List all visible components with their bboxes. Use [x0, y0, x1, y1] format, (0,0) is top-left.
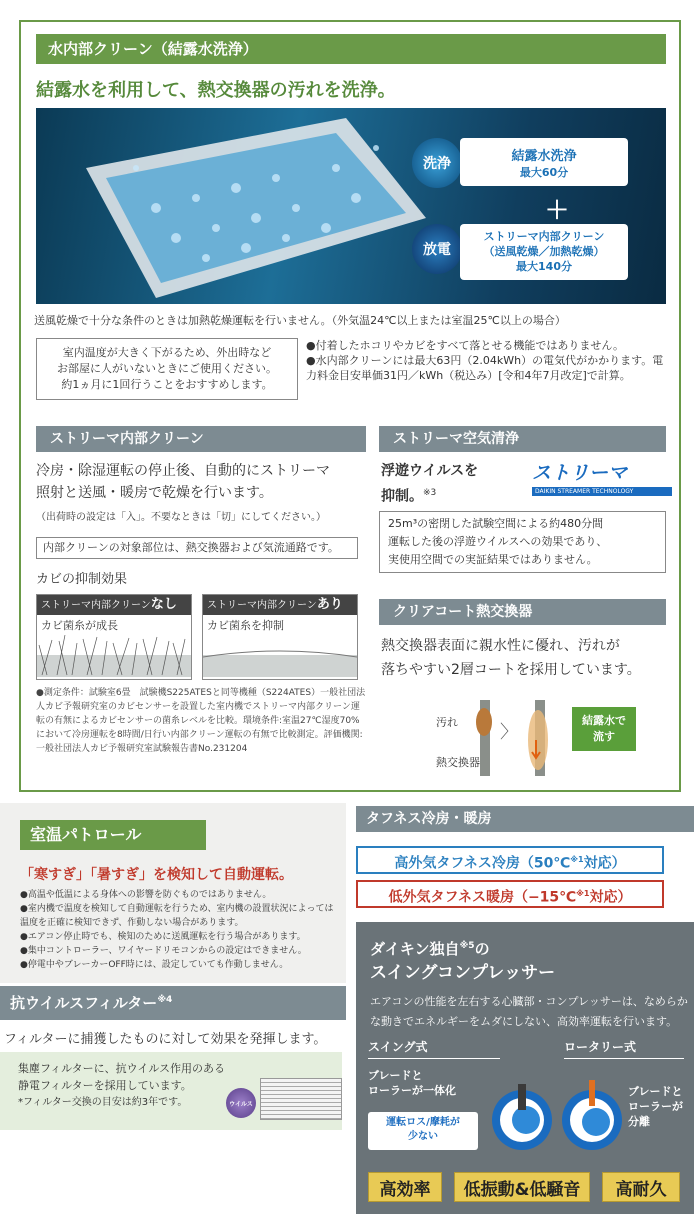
virus-header-text: 抗ウイルスフィルター: [10, 994, 158, 1012]
wash-tag-1: 結露水で: [582, 714, 626, 727]
loss-1: 運転ロス/摩耗が: [386, 1117, 460, 1128]
wash-headline: 結露水を利用して、熱交換器の汚れを洗浄。: [36, 80, 396, 101]
virus-icon: ウイルス: [226, 1088, 256, 1118]
streamer-logo-sub: DAIKIN STREAMER TECHNOLOGY: [532, 487, 672, 496]
swing-blade-note: [368, 1068, 456, 1098]
hou-badge: 放電: [412, 224, 462, 274]
wash-header: 水内部クリーン（結露水洗浄）: [36, 34, 666, 64]
swing-desc-2: な動きでエネルギーをムダにしない、高効率運転を行います。: [370, 1015, 678, 1028]
swing-title-1: [370, 934, 555, 961]
blade-2: ローラーが一体化: [368, 1084, 456, 1097]
virus-header: [10, 992, 172, 1013]
air-lead: [381, 460, 478, 508]
usage-line-1: 室内温度が大きく下がるため、外出時など: [62, 346, 272, 359]
coat-line-2: 落ちやすい2層コートを採用しています。: [381, 662, 641, 678]
coat-header: クリアコート熱交換器: [379, 599, 666, 625]
coat-diagram: [470, 700, 570, 780]
heat-text: 低外気タフネス暖房（−15℃: [388, 889, 577, 906]
rotary-note: [628, 1084, 683, 1129]
streamer-line-2: 照射と送風・暖房で乾燥を行います。: [36, 485, 273, 501]
mold-suppressed-image: [203, 635, 357, 677]
air-box-3: 実使用空間での実証結果ではありません。: [388, 553, 598, 566]
swing-divider: [368, 1058, 500, 1059]
measurement-conditions: ●測定条件：試験室6畳 試験機S225ATESと同等機種（S224ATES）一般社団法人カビ予報研究室のカビセンサーを設置した室内機でストリーマ内部クリーン運転の有無によるカビセンサーの菌糸レベルを比較。環境条件:室温27℃湿度70% において冷房運転を8時間/日行い内部クリーン運転の有無で比較測定。評価機関:一般社団法人カビ予報研究室試験報告書No.231204: [36, 688, 369, 754]
patrol-header: 室温パトロール: [20, 820, 206, 850]
swing-sup: ※5: [459, 941, 475, 951]
rotary-2: ローラーが: [628, 1100, 683, 1113]
swing-t1-end: の: [474, 940, 490, 958]
streamer-logo-text: ストリーマ: [532, 462, 628, 484]
sen-badge: 洗浄: [412, 138, 462, 188]
streamer-desc: [36, 460, 366, 504]
air-sup: ※3: [423, 488, 437, 498]
streamer-target: 内部クリーンの対象部位は、熱交換器および気流通路です。: [36, 537, 358, 559]
ari-pre: ストリーマ内部クリーン: [207, 600, 317, 611]
streamer-setting: （出荷時の設定は「入」。不要なときは「切」にしてください。）: [36, 512, 326, 523]
air-line-1: 浮遊ウイルスを: [381, 463, 479, 479]
filter-image: [260, 1078, 342, 1120]
mold-ari-panel: [202, 594, 358, 680]
ari-label: [203, 595, 357, 615]
dry-note: 送風乾燥で十分な条件のときは加熱乾燥運転を行いません。（外気温24℃以上または室温25℃以上の場合）: [34, 314, 566, 327]
air-disclaimer-box: [379, 511, 666, 573]
hou-sub: （送風乾燥／加熱乾燥）: [483, 245, 605, 258]
dirt-label: 汚れ: [436, 716, 458, 729]
air-line-2-text: 抑制。: [381, 488, 423, 505]
swing-compressor-icon: [488, 1076, 568, 1156]
nashi-word: なし: [150, 597, 177, 612]
swing-desc-1: エアコンの性能を左右する心臓部・コンプレッサーは、なめらか: [370, 995, 688, 1008]
rotary-compressor-icon: [558, 1076, 638, 1156]
cool-end: 対応）: [583, 855, 626, 872]
wash-notes: [306, 338, 666, 383]
air-box-1: 25m³の密閉した試験空間による約480分間: [388, 517, 604, 530]
patrol-bullet: ●停電中やブレーカーOFF時には、設定していても作動しません。: [20, 960, 289, 970]
virus-line-2: 静電フィルターを採用しています。: [18, 1079, 192, 1092]
patrol-bullet: ●高温や低温による身体への影響を防ぐものではありません。: [20, 890, 272, 900]
rotary-3: 分離: [628, 1115, 650, 1128]
heat-sup: ※1: [576, 889, 590, 898]
air-header: ストリーマ空気清浄: [379, 426, 666, 452]
patrol-bullets: [20, 888, 342, 972]
patrol-bullet: ●集中コントローラー、ワイヤードリモコンからの設定はできません。: [20, 946, 307, 956]
cool-sup: ※1: [570, 855, 584, 864]
cool-box: [356, 846, 664, 874]
sen-card: [460, 138, 628, 186]
virus-line-3: *フィルター交換の目安は約3年です。: [18, 1097, 188, 1108]
streamer-logo: [532, 458, 672, 496]
coat-desc: [381, 634, 671, 682]
air-box-2: 運転した後の浮遊ウイルスへの効果であり、: [388, 535, 608, 548]
coat-line-1: 熱交換器表面に親水性に優れ、汚れが: [381, 638, 620, 654]
streamer-header: ストリーマ内部クリーン: [36, 426, 366, 452]
rotary-type-label: ロータリー式: [564, 1040, 637, 1054]
rotary-1: ブレードと: [628, 1085, 683, 1098]
hou-card: [460, 224, 628, 280]
swing-type-label: スイング式: [368, 1040, 428, 1054]
heat-end: 対応）: [589, 889, 632, 906]
streamer-line-1: 冷房・除湿運転の停止後、自動的にストリーマ: [36, 463, 330, 479]
air-line-2: [381, 482, 478, 508]
usage-line-2: お部屋に人がいないときにご使用ください。: [57, 362, 277, 375]
ari-caption: カビ菌糸を抑制: [207, 619, 284, 632]
virus-line-1: 集塵フィルターに、抗ウイルス作用のある: [18, 1062, 226, 1075]
loss-box: [368, 1112, 478, 1150]
heat-box: [356, 880, 664, 908]
patrol-bullet: ●室内機で温度を検知して自動運転を行うため、室内機の設置状況によっては温度を正確に検知できず、作動しない場合があります。: [20, 904, 334, 928]
sen-title: 結露水洗浄: [511, 149, 577, 164]
wash-tag-2: 流す: [593, 730, 615, 743]
sen-sub: 最大60分: [519, 166, 569, 179]
plus-sign: ＋: [545, 196, 569, 224]
nashi-pre: ストリーマ内部クリーン: [41, 600, 151, 611]
hou-max: 最大140分: [516, 260, 572, 273]
cool-text: 高外気タフネス冷房（50℃: [394, 855, 571, 872]
virus-desc: フィルターに捕獲したものに対して効果を発揮します。: [4, 1032, 327, 1047]
swing-t1: ダイキン独自: [370, 940, 460, 958]
wash-note-2: ●水内部クリーンには最大63円（2.04kWh）の電気代がかかります。電力料金目安単価31円／kWh（税込み）[令和4年7月改定]で計算。: [306, 354, 664, 382]
tag-durability: 高耐久: [602, 1172, 680, 1202]
nashi-label: [37, 595, 191, 615]
wash-note-1: ●付着したホコリやカビをすべて落とせる機能ではありません。: [306, 339, 625, 352]
tough-header: タフネス冷房・暖房: [356, 806, 694, 832]
ari-word: あり: [316, 597, 343, 612]
blade-1: ブレードと: [368, 1069, 423, 1082]
mold-nashi-panel: [36, 594, 192, 680]
patrol-headline: 「寒すぎ」「暑すぎ」を検知して自動運転。: [20, 867, 293, 883]
arrow-icon: 〉: [500, 722, 518, 743]
patrol-bullet: ●エアコン停止時でも、検知のために送風運転を行う場合があります。: [20, 932, 306, 942]
swing-title-2: スイングコンプレッサー: [370, 963, 556, 983]
mold-title: カビの抑制効果: [36, 572, 128, 587]
wash-tag: [572, 707, 636, 751]
usage-box: [36, 338, 298, 400]
swing-desc: [370, 992, 688, 1032]
hou-title: ストリーマ内部クリーン: [483, 230, 605, 243]
tag-low-noise: 低振動&低騒音: [454, 1172, 590, 1202]
swing-title: [370, 934, 555, 985]
nashi-caption: カビ菌糸が成長: [41, 619, 118, 632]
virus-sup: ※4: [157, 995, 173, 1005]
rotary-divider: [564, 1058, 684, 1059]
loss-2: 少ない: [408, 1131, 438, 1142]
mold-growth-image: [37, 635, 191, 677]
virus-box-text: [18, 1060, 225, 1111]
usage-line-3: 約1ヵ月に1回行うことをおすすめします。: [61, 378, 273, 391]
hx-label: 熱交換器: [436, 756, 480, 769]
tag-high-efficiency: 高効率: [368, 1172, 442, 1202]
